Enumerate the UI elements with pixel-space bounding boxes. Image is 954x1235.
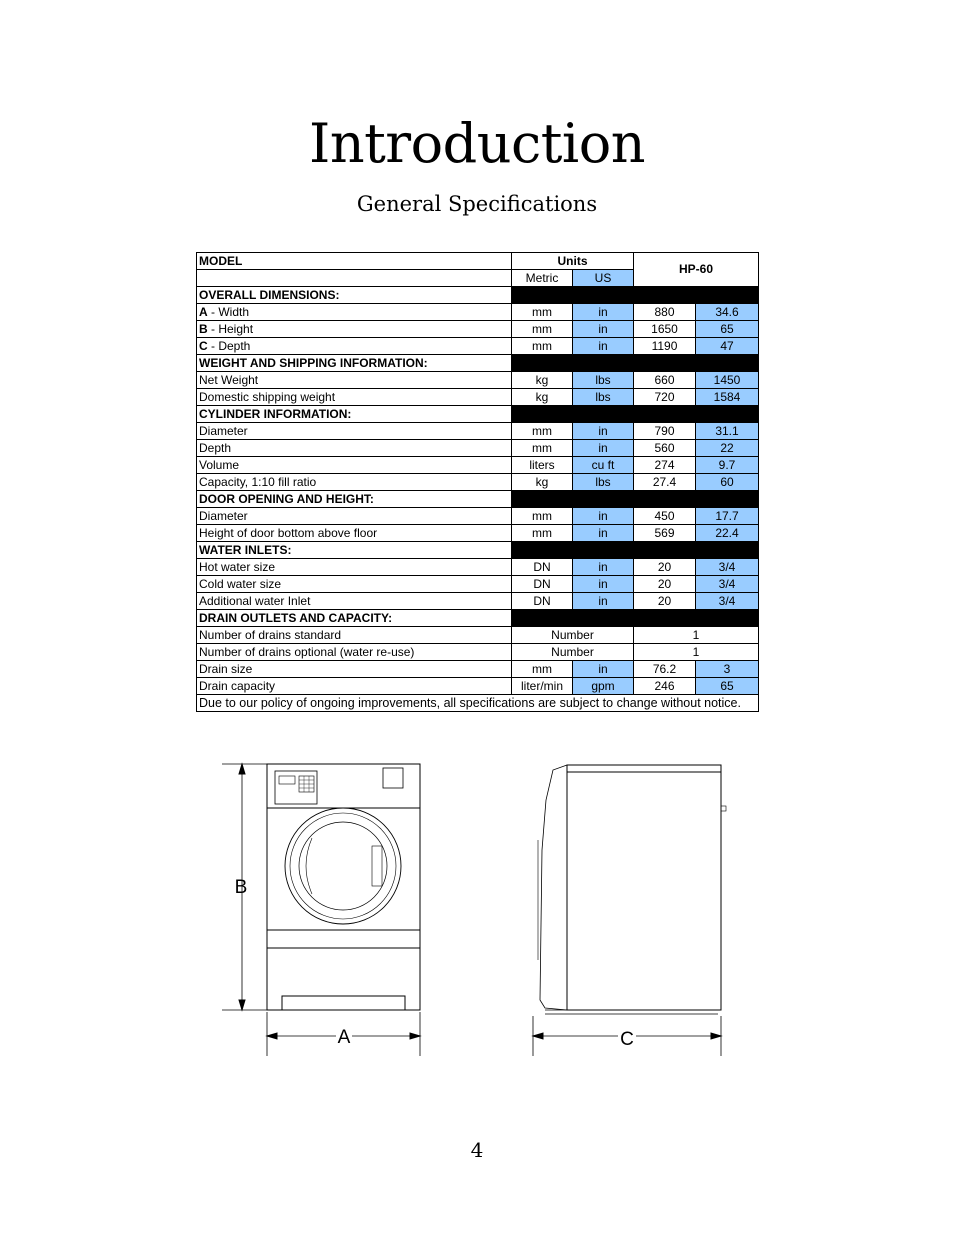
spec-label-prefix: C [199,338,208,353]
metric-unit: kg [512,389,573,406]
us-unit: lbs [573,389,634,406]
soap-dispenser [383,768,403,788]
metric-value: 660 [634,372,696,389]
units-label: Units [512,253,634,270]
us-value: 1450 [696,372,759,389]
us-value: 47 [696,338,759,355]
metric-unit: liter/min [512,678,573,695]
section-heading: CYLINDER INFORMATION: [197,406,512,423]
section-heading: WATER INLETS: [197,542,512,559]
metric-value: 20 [634,576,696,593]
metric-value: 20 [634,593,696,610]
spec-label-text: Cold water size [199,576,282,591]
us-unit: lbs [573,372,634,389]
spec-label-text: - Width [207,304,250,319]
spec-label-text: - Depth [207,338,251,353]
metric-label: Metric [512,270,573,287]
metric-value: 20 [634,559,696,576]
unit-merged: Number [512,644,634,661]
us-value: 9.7 [696,457,759,474]
us-unit: in [573,440,634,457]
model-label: MODEL [197,253,512,270]
metric-unit: DN [512,576,573,593]
metric-value: 450 [634,508,696,525]
us-value: 65 [696,678,759,695]
spec-label-text: Volume [199,457,240,472]
section-heading: OVERALL DIMENSIONS: [197,287,512,304]
metric-value: 560 [634,440,696,457]
spec-label-text: Additional water Inlet [199,593,311,608]
page-number: 4 [470,1138,484,1162]
spec-label-text: Hot water size [199,559,276,574]
us-value: 34.6 [696,304,759,321]
us-unit: in [573,338,634,355]
metric-value: 880 [634,304,696,321]
metric-unit: mm [512,321,573,338]
us-value: 1584 [696,389,759,406]
unit-merged: Number [512,627,634,644]
us-unit: gpm [573,678,634,695]
us-value: 22.4 [696,525,759,542]
dimension-label-b: B [234,877,248,898]
metric-value: 246 [634,678,696,695]
us-value: 31.1 [696,423,759,440]
spec-label-text: Drain size [199,661,253,676]
spec-label-prefix: A [199,304,208,319]
us-unit: in [573,321,634,338]
us-value: 22 [696,440,759,457]
us-unit: lbs [573,474,634,491]
spec-label-text: Domestic shipping weight [199,389,336,404]
metric-unit: kg [512,372,573,389]
value-merged: 1 [634,627,759,644]
spec-label-text: Number of drains optional (water re-use) [199,644,415,659]
page-subtitle: General Specifications [356,192,598,216]
page-title: Introduction [309,112,645,175]
us-value: 60 [696,474,759,491]
metric-unit: DN [512,559,573,576]
metric-unit: mm [512,338,573,355]
us-unit: in [573,593,634,610]
us-unit: cu ft [573,457,634,474]
metric-unit: mm [512,423,573,440]
us-unit: in [573,661,634,678]
metric-value: 569 [634,525,696,542]
us-value: 65 [696,321,759,338]
spec-label-text: - Height [207,321,254,336]
metric-unit: liters [512,457,573,474]
metric-unit: kg [512,474,573,491]
us-label: US [573,270,634,287]
us-unit: in [573,508,634,525]
spec-label-text: Diameter [199,423,248,438]
us-value: 17.7 [696,508,759,525]
model-name: HP-60 [634,253,759,287]
door-outer-ring [285,808,401,924]
dimension-label-a: A [337,1027,351,1048]
metric-value: 720 [634,389,696,406]
metric-value: 274 [634,457,696,474]
spec-label-text: Capacity, 1:10 fill ratio [199,474,317,489]
metric-value: 790 [634,423,696,440]
spec-label-text: Drain capacity [199,678,276,693]
metric-value: 76.2 [634,661,696,678]
spec-label-text: Net Weight [199,372,259,387]
us-unit: in [573,559,634,576]
spec-label-text: Depth [199,440,232,455]
section-heading: DRAIN OUTLETS AND CAPACITY: [197,610,512,627]
spec-label-text: Diameter [199,508,248,523]
metric-unit: mm [512,304,573,321]
metric-unit: mm [512,525,573,542]
spec-label-text: Height of door bottom above floor [199,525,378,540]
metric-unit: mm [512,661,573,678]
spec-label-prefix: B [199,321,208,336]
us-unit: in [573,576,634,593]
door-glass [299,822,387,910]
metric-unit: mm [512,508,573,525]
us-value: 3 [696,661,759,678]
us-unit: in [573,525,634,542]
us-value: 3/4 [696,559,759,576]
metric-unit: DN [512,593,573,610]
spec-label-text: Number of drains standard [199,627,342,642]
us-unit: in [573,423,634,440]
metric-value: 1650 [634,321,696,338]
us-value: 3/4 [696,576,759,593]
metric-value: 1190 [634,338,696,355]
footnote: Due to our policy of ongoing improvements, all specifications are subject to change without notice. [197,695,759,712]
value-merged: 1 [634,644,759,661]
dimension-label-c: C [620,1029,634,1050]
metric-unit: mm [512,440,573,457]
us-value: 3/4 [696,593,759,610]
front-view-diagram [222,764,420,1056]
door-handle [372,846,382,886]
side-view-diagram [533,765,726,1056]
section-heading: WEIGHT AND SHIPPING INFORMATION: [197,355,512,372]
section-heading: DOOR OPENING AND HEIGHT: [197,491,512,508]
us-unit: in [573,304,634,321]
metric-value: 27.4 [634,474,696,491]
